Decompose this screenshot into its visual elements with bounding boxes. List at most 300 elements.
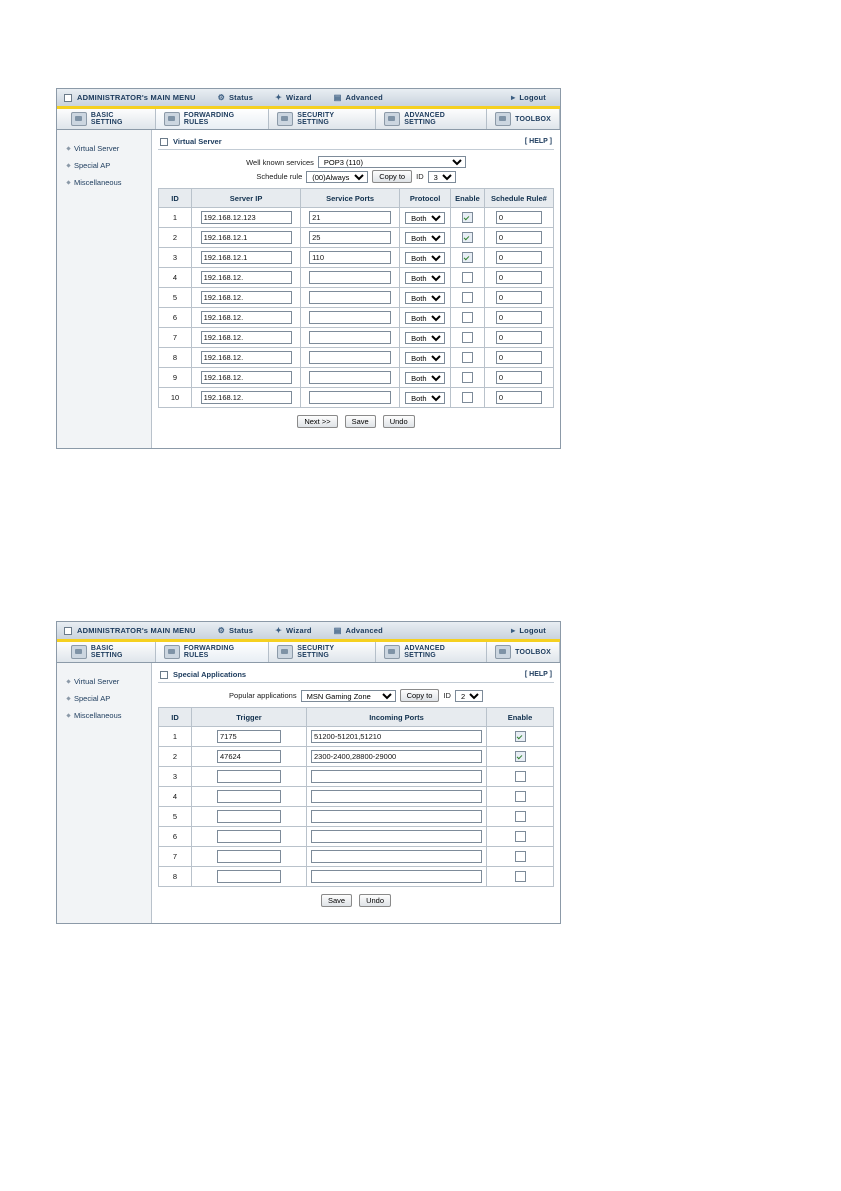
table-row <box>159 807 554 827</box>
virtual-server-rows <box>159 208 554 408</box>
cell-trigger <box>192 807 307 827</box>
enable-checkbox[interactable] <box>515 791 526 802</box>
cell-id: 5 <box>159 288 192 308</box>
table-row <box>159 368 554 388</box>
enable-checkbox[interactable] <box>515 811 526 822</box>
wizard-icon: ✦ <box>275 92 282 102</box>
cell-incoming-ports <box>307 787 487 807</box>
menu-square-icon <box>64 94 72 102</box>
id-select[interactable] <box>428 171 456 183</box>
sidebar-item-special-ap-label: Special AP <box>74 694 111 703</box>
id-label: ID <box>443 691 451 700</box>
page-body <box>56 130 561 449</box>
advanced-icon: ▤ <box>333 625 342 635</box>
table-row <box>159 747 554 767</box>
table-header-row <box>159 189 554 208</box>
cell-server-ip <box>192 248 301 268</box>
special-applications-content <box>152 663 560 923</box>
bullet-icon <box>66 713 70 717</box>
service-ports-input[interactable] <box>309 211 391 224</box>
server-ip-input[interactable] <box>201 211 292 224</box>
enable-checkbox[interactable] <box>462 212 473 223</box>
well-known-services-select[interactable] <box>318 156 466 168</box>
enable-checkbox[interactable] <box>515 831 526 842</box>
cell-trigger <box>192 827 307 847</box>
cell-id: 10 <box>159 388 192 408</box>
nav-advanced[interactable] <box>334 93 383 102</box>
nav-status[interactable] <box>218 93 254 102</box>
tab-bar <box>56 109 561 130</box>
schedule-rule-input[interactable] <box>496 251 542 264</box>
cell-trigger <box>192 747 307 767</box>
schedule-rule-input[interactable] <box>496 311 542 324</box>
copy-to-button[interactable]: Copy to <box>400 689 440 702</box>
table-row <box>159 388 554 408</box>
incoming-ports-input[interactable] <box>311 790 482 803</box>
cell-protocol <box>400 348 451 368</box>
enable-checkbox[interactable] <box>462 332 473 343</box>
tab-bar <box>56 642 561 663</box>
tab-security-setting-label: SECURITY SETTING <box>297 645 335 659</box>
table-row <box>159 767 554 787</box>
save-button[interactable]: Save <box>345 415 376 428</box>
trigger-input[interactable] <box>217 830 281 843</box>
sidebar-item-special-ap[interactable] <box>57 157 151 174</box>
sidebar-item-miscellaneous-label: Miscellaneous <box>74 178 122 187</box>
sidebar-item-miscellaneous[interactable] <box>57 707 151 724</box>
incoming-ports-input[interactable] <box>311 830 482 843</box>
cell-schedule-rule <box>484 248 553 268</box>
sidebar <box>57 130 152 448</box>
enable-checkbox[interactable] <box>462 392 473 403</box>
nav-wizard-label: Wizard <box>286 626 312 635</box>
cell-incoming-ports <box>307 807 487 827</box>
chevron-right-icon: ▸ <box>511 625 516 635</box>
table-row <box>159 268 554 288</box>
schedule-rule-input[interactable] <box>496 271 542 284</box>
cell-enable <box>487 847 554 867</box>
tab-toolbox-label: TOOLBOX <box>515 648 551 656</box>
cell-id: 4 <box>159 787 192 807</box>
cell-server-ip <box>192 348 301 368</box>
virtual-server-page <box>56 88 561 449</box>
cell-enable <box>487 807 554 827</box>
incoming-ports-input[interactable] <box>311 850 482 863</box>
undo-button[interactable]: Undo <box>383 415 415 428</box>
server-ip-input[interactable] <box>201 351 292 364</box>
schedule-rule-input[interactable] <box>496 351 542 364</box>
cell-protocol <box>400 208 451 228</box>
enable-checkbox[interactable] <box>515 731 526 742</box>
tab-basic-setting[interactable] <box>57 642 156 662</box>
basic-setting-icon <box>71 645 87 659</box>
cell-trigger <box>192 787 307 807</box>
logout-label: Logout <box>519 626 546 635</box>
nav-advanced-label: Advanced <box>345 93 383 102</box>
undo-button[interactable]: Undo <box>359 894 391 907</box>
cell-trigger <box>192 867 307 887</box>
cell-id: 7 <box>159 328 192 348</box>
tab-forwarding-rules-label: FORWARDING RULES <box>183 645 235 659</box>
schedule-rule-input[interactable] <box>496 291 542 304</box>
service-ports-input[interactable] <box>309 331 391 344</box>
server-ip-input[interactable] <box>201 311 292 324</box>
well-known-services-label: Well known services <box>246 157 314 167</box>
table-row <box>159 328 554 348</box>
cell-incoming-ports <box>307 727 487 747</box>
cell-id: 9 <box>159 368 192 388</box>
enable-checkbox[interactable] <box>462 352 473 363</box>
cell-incoming-ports <box>307 867 487 887</box>
server-ip-input[interactable] <box>201 391 292 404</box>
protocol-select[interactable] <box>405 372 445 384</box>
enable-checkbox[interactable] <box>515 771 526 782</box>
bullet-icon <box>66 180 70 184</box>
cell-enable <box>451 348 485 368</box>
table-row <box>159 208 554 228</box>
server-ip-input[interactable] <box>201 251 292 264</box>
schedule-rule-input[interactable] <box>496 231 542 244</box>
tab-security-setting[interactable] <box>269 109 376 129</box>
cell-protocol <box>400 308 451 328</box>
nav-advanced-label: Advanced <box>345 626 383 635</box>
cell-service-ports <box>301 368 400 388</box>
table-row <box>159 288 554 308</box>
trigger-input[interactable] <box>217 850 281 863</box>
toolbox-icon <box>495 645 511 659</box>
service-ports-input[interactable] <box>309 231 391 244</box>
page-title: Virtual Server <box>173 137 222 146</box>
cell-id: 8 <box>159 867 192 887</box>
column-service-ports: Service Ports <box>301 189 400 208</box>
trigger-input[interactable] <box>217 810 281 823</box>
table-row <box>159 228 554 248</box>
service-ports-input[interactable] <box>309 351 391 364</box>
enable-checkbox[interactable] <box>515 871 526 882</box>
next-button[interactable]: Next >> <box>297 415 337 428</box>
advanced-setting-icon <box>384 645 400 659</box>
table-row <box>159 827 554 847</box>
cell-id: 2 <box>159 747 192 767</box>
special-applications-page <box>56 621 561 924</box>
enable-checkbox[interactable] <box>462 232 473 243</box>
column-enable: Enable <box>487 708 554 727</box>
enable-checkbox[interactable] <box>515 851 526 862</box>
protocol-select[interactable] <box>405 252 445 264</box>
server-ip-input[interactable] <box>201 331 292 344</box>
tab-toolbox[interactable] <box>487 109 560 129</box>
sidebar-item-virtual-server[interactable] <box>57 673 151 690</box>
logout-label: Logout <box>519 93 546 102</box>
cell-id: 5 <box>159 807 192 827</box>
incoming-ports-input[interactable] <box>311 770 482 783</box>
cell-protocol <box>400 368 451 388</box>
cell-protocol <box>400 328 451 348</box>
cell-server-ip <box>192 328 301 348</box>
cell-id: 6 <box>159 827 192 847</box>
well-known-services-row <box>158 156 554 168</box>
virtual-server-buttons <box>158 415 554 428</box>
panel-square-icon <box>160 138 168 146</box>
cell-service-ports <box>301 248 400 268</box>
tab-basic-setting-label: BASIC SETTING <box>90 112 123 126</box>
cell-server-ip <box>192 288 301 308</box>
cell-server-ip <box>192 368 301 388</box>
tab-forwarding-rules[interactable] <box>156 109 269 129</box>
forwarding-rules-icon <box>164 645 180 659</box>
security-setting-icon <box>277 645 293 659</box>
tab-security-setting[interactable] <box>269 642 376 662</box>
bullet-icon <box>66 163 70 167</box>
page-title: Special Applications <box>173 670 247 679</box>
trigger-input[interactable] <box>217 750 281 763</box>
nav-advanced[interactable] <box>334 626 383 635</box>
logout-button[interactable] <box>511 93 546 102</box>
cell-trigger <box>192 727 307 747</box>
cell-service-ports <box>301 228 400 248</box>
tab-advanced-setting[interactable] <box>376 109 487 129</box>
cell-server-ip <box>192 388 301 408</box>
enable-checkbox[interactable] <box>515 751 526 762</box>
cell-id: 6 <box>159 308 192 328</box>
cell-id: 1 <box>159 208 192 228</box>
cell-id: 8 <box>159 348 192 368</box>
protocol-select[interactable] <box>405 392 445 404</box>
column-server-ip: Server IP <box>192 189 301 208</box>
panel-header <box>158 135 554 150</box>
forwarding-rules-icon <box>164 112 180 126</box>
cell-enable <box>451 388 485 408</box>
cell-service-ports <box>301 288 400 308</box>
cell-enable <box>487 827 554 847</box>
tab-toolbox-label: TOOLBOX <box>515 115 551 123</box>
nav-status-label: Status <box>228 626 254 635</box>
protocol-select[interactable] <box>405 352 445 364</box>
special-applications-rows <box>159 727 554 887</box>
cell-enable <box>451 208 485 228</box>
cell-enable <box>451 288 485 308</box>
protocol-select[interactable] <box>405 312 445 324</box>
server-ip-input[interactable] <box>201 371 292 384</box>
status-icon: ⚙ <box>217 625 225 635</box>
sidebar-item-virtual-server-label: Virtual Server <box>74 677 120 686</box>
tab-toolbox[interactable] <box>487 642 560 662</box>
table-row <box>159 867 554 887</box>
bullet-icon <box>66 696 70 700</box>
cell-service-ports <box>301 208 400 228</box>
cell-schedule-rule <box>484 328 553 348</box>
cell-incoming-ports <box>307 747 487 767</box>
special-applications-buttons <box>158 894 554 907</box>
tab-forwarding-rules-label: FORWARDING RULES <box>183 112 235 126</box>
sidebar <box>57 663 152 923</box>
protocol-select[interactable] <box>405 232 445 244</box>
cell-schedule-rule <box>484 228 553 248</box>
cell-enable <box>451 228 485 248</box>
trigger-input[interactable] <box>217 790 281 803</box>
popular-applications-row <box>158 689 554 702</box>
cell-service-ports <box>301 268 400 288</box>
incoming-ports-input[interactable] <box>311 810 482 823</box>
schedule-rule-select[interactable] <box>306 171 368 183</box>
protocol-select[interactable] <box>405 212 445 224</box>
tab-security-setting-label: SECURITY SETTING <box>297 112 335 126</box>
help-link[interactable]: [ HELP ] <box>524 138 552 145</box>
trigger-input[interactable] <box>217 730 281 743</box>
service-ports-input[interactable] <box>309 291 391 304</box>
cell-enable <box>451 328 485 348</box>
security-setting-icon <box>277 112 293 126</box>
panel-square-icon <box>160 671 168 679</box>
column-trigger: Trigger <box>192 708 307 727</box>
cell-server-ip <box>192 208 301 228</box>
schedule-rule-label: Schedule rule <box>256 172 303 181</box>
enable-checkbox[interactable] <box>462 312 473 323</box>
menu-square-icon <box>64 627 72 635</box>
enable-checkbox[interactable] <box>462 272 473 283</box>
tab-basic-setting-label: BASIC SETTING <box>90 645 123 659</box>
admin-bar <box>56 88 561 106</box>
column-id: ID <box>159 189 192 208</box>
cell-id: 3 <box>159 248 192 268</box>
protocol-select[interactable] <box>405 292 445 304</box>
enable-checkbox[interactable] <box>462 252 473 263</box>
nav-wizard[interactable] <box>275 93 312 102</box>
server-ip-input[interactable] <box>201 271 292 284</box>
virtual-server-content <box>152 130 560 448</box>
cell-enable <box>487 867 554 887</box>
schedule-rule-input[interactable] <box>496 371 542 384</box>
cell-server-ip <box>192 228 301 248</box>
table-header-row <box>159 708 554 727</box>
column-schedule-rule: Schedule Rule# <box>484 189 553 208</box>
protocol-select[interactable] <box>405 272 445 284</box>
cell-protocol <box>400 268 451 288</box>
page-body <box>56 663 561 924</box>
server-ip-input[interactable] <box>201 231 292 244</box>
nav-wizard-label: Wizard <box>286 93 312 102</box>
sidebar-item-special-ap[interactable] <box>57 690 151 707</box>
tab-basic-setting[interactable] <box>57 109 156 129</box>
table-row <box>159 847 554 867</box>
schedule-rule-row <box>158 170 554 183</box>
cell-service-ports <box>301 348 400 368</box>
tab-advanced-setting[interactable] <box>376 642 487 662</box>
incoming-ports-input[interactable] <box>311 750 482 763</box>
cell-protocol <box>400 228 451 248</box>
cell-incoming-ports <box>307 847 487 867</box>
cell-schedule-rule <box>484 288 553 308</box>
column-enable: Enable <box>451 189 485 208</box>
nav-wizard[interactable] <box>275 626 312 635</box>
column-protocol: Protocol <box>400 189 451 208</box>
cell-enable <box>451 268 485 288</box>
cell-enable <box>487 767 554 787</box>
sidebar-item-miscellaneous[interactable] <box>57 174 151 191</box>
tab-advanced-setting-label: ADVANCED SETTING <box>404 645 445 659</box>
cell-id: 2 <box>159 228 192 248</box>
tab-forwarding-rules[interactable] <box>156 642 269 662</box>
popular-applications-label: Popular applications <box>229 691 297 700</box>
cell-id: 1 <box>159 727 192 747</box>
incoming-ports-input[interactable] <box>311 730 482 743</box>
cell-trigger <box>192 767 307 787</box>
nav-status[interactable] <box>218 626 254 635</box>
basic-setting-icon <box>71 112 87 126</box>
cell-service-ports <box>301 388 400 408</box>
cell-enable <box>451 368 485 388</box>
logout-button[interactable] <box>511 626 546 635</box>
cell-service-ports <box>301 308 400 328</box>
cell-enable <box>487 787 554 807</box>
cell-schedule-rule <box>484 268 553 288</box>
cell-schedule-rule <box>484 308 553 328</box>
schedule-rule-input[interactable] <box>496 391 542 404</box>
table-row <box>159 308 554 328</box>
schedule-rule-input[interactable] <box>496 211 542 224</box>
protocol-select[interactable] <box>405 332 445 344</box>
sidebar-item-special-ap-label: Special AP <box>74 161 111 170</box>
cell-service-ports <box>301 328 400 348</box>
admin-bar <box>56 621 561 639</box>
chevron-right-icon: ▸ <box>511 92 516 102</box>
toolbox-icon <box>495 112 511 126</box>
copy-to-button[interactable]: Copy to <box>372 170 412 183</box>
cell-schedule-rule <box>484 368 553 388</box>
cell-protocol <box>400 248 451 268</box>
server-ip-input[interactable] <box>201 291 292 304</box>
trigger-input[interactable] <box>217 870 281 883</box>
wizard-icon: ✦ <box>275 625 282 635</box>
admin-title: ADMINISTRATOR's MAIN MENU <box>77 626 196 635</box>
cell-schedule-rule <box>484 208 553 228</box>
column-id: ID <box>159 708 192 727</box>
id-select[interactable] <box>455 690 483 702</box>
service-ports-input[interactable] <box>309 311 391 324</box>
cell-enable <box>451 248 485 268</box>
bullet-icon <box>66 146 70 150</box>
virtual-server-table <box>158 188 554 408</box>
nav-status-label: Status <box>228 93 254 102</box>
popular-applications-select[interactable] <box>301 690 396 702</box>
trigger-input[interactable] <box>217 770 281 783</box>
table-row <box>159 727 554 747</box>
help-link[interactable]: [ HELP ] <box>524 671 552 678</box>
status-icon: ⚙ <box>217 92 225 102</box>
table-row <box>159 787 554 807</box>
bullet-icon <box>66 679 70 683</box>
service-ports-input[interactable] <box>309 371 391 384</box>
cell-enable <box>487 727 554 747</box>
cell-trigger <box>192 847 307 867</box>
cell-id: 3 <box>159 767 192 787</box>
sidebar-item-virtual-server[interactable] <box>57 140 151 157</box>
advanced-icon: ▤ <box>333 92 342 102</box>
admin-title: ADMINISTRATOR's MAIN MENU <box>77 93 196 102</box>
table-row <box>159 248 554 268</box>
enable-checkbox[interactable] <box>462 292 473 303</box>
service-ports-input[interactable] <box>309 271 391 284</box>
schedule-rule-input[interactable] <box>496 331 542 344</box>
tab-advanced-setting-label: ADVANCED SETTING <box>404 112 445 126</box>
incoming-ports-input[interactable] <box>311 870 482 883</box>
enable-checkbox[interactable] <box>462 372 473 383</box>
cell-id: 7 <box>159 847 192 867</box>
cell-server-ip <box>192 268 301 288</box>
service-ports-input[interactable] <box>309 251 391 264</box>
service-ports-input[interactable] <box>309 391 391 404</box>
save-button[interactable]: Save <box>321 894 352 907</box>
